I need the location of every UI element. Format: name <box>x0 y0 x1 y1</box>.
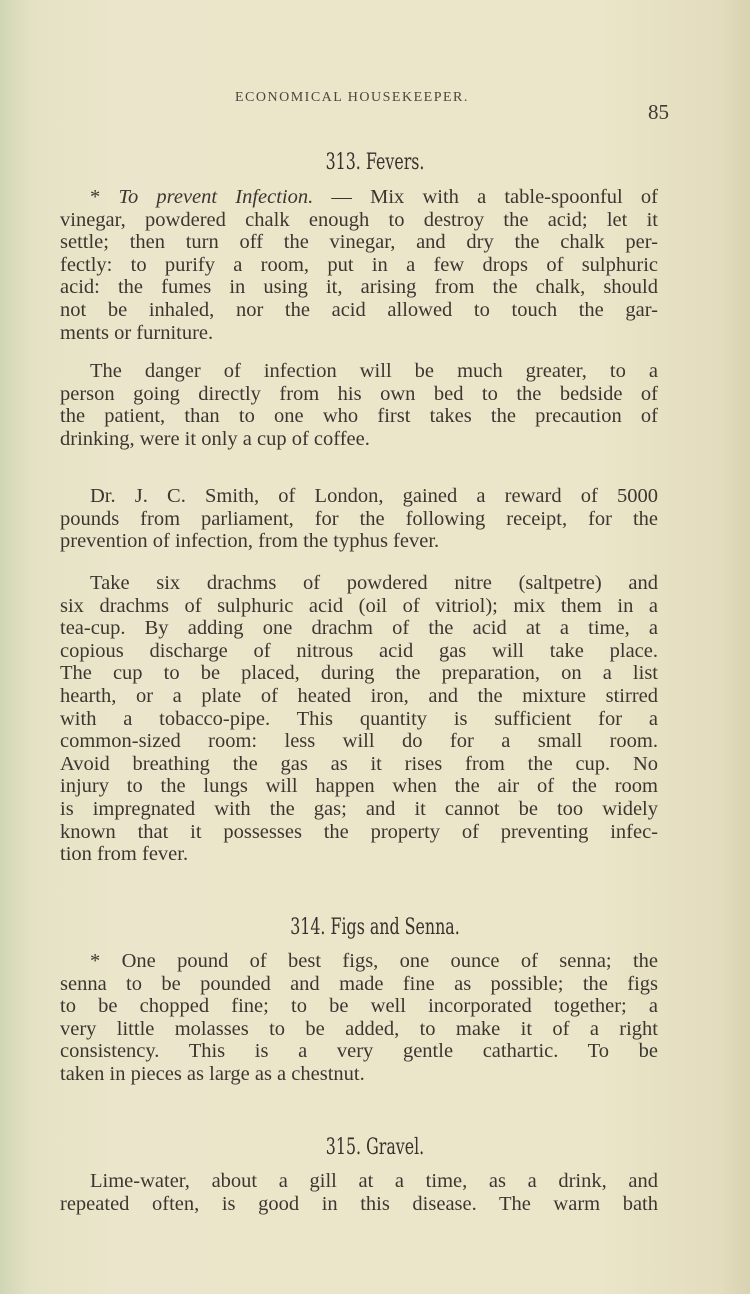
paragraph <box>60 360 658 450</box>
text-line: known that it possesses the property of preventing infec- <box>60 820 658 843</box>
text-line: tion from fever. <box>60 843 189 866</box>
section-title-315: 315. Gravel. <box>325 1135 425 1160</box>
text-line: fectly: to purify a room, put in a few drops of sulphuric <box>60 253 658 276</box>
text-line: Lime-water, about a gill at a time, as a drink, and <box>90 1170 658 1192</box>
text-line: * To prevent Infection. — Mix with a table-spoonful of <box>90 186 659 208</box>
text-line: prevention of infection, from the typhus fever. <box>60 530 440 553</box>
paragraph <box>60 1170 658 1215</box>
text-line: acid: the fumes in using it, arising from the chalk, should <box>60 276 658 299</box>
text-line: senna to be pounded and made fine as possible; the figs <box>60 972 658 995</box>
text-line: the patient, than to one who first takes the precaution of <box>60 405 658 428</box>
paragraph <box>60 950 658 1086</box>
text-line: Avoid breathing the gas as it rises from the cup. No <box>60 752 658 775</box>
paragraph <box>60 485 658 553</box>
text-line: The cup to be placed, during the preparation, on a list <box>60 662 658 685</box>
text-line: pounds from parliament, for the following receipt, for the <box>60 507 658 530</box>
text-line: Take six drachms of powdered nitre (saltpetre) and <box>90 572 658 594</box>
text-line: hearth, or a plate of heated iron, and the mixture stirred <box>60 684 658 707</box>
text-line: The danger of infection will be much greater, to a <box>90 360 658 382</box>
text-line: six drachms of sulphuric acid (oil of vitriol); mix them in a <box>60 594 658 617</box>
text-line: settle; then turn off the vinegar, and dry the chalk per- <box>60 231 658 254</box>
page-number: 85 <box>648 100 669 124</box>
paragraph <box>60 186 658 344</box>
text-line: consistency. This is a very gentle cathartic. To be <box>60 1040 658 1063</box>
text-line: with a tobacco-pipe. This quantity is sufficient for a <box>60 707 658 730</box>
section-title-314: 314. Figs and Senna. <box>290 915 460 940</box>
text-line: ments or furniture. <box>60 321 214 344</box>
text-line: repeated often, is good in this disease. The warm bath <box>60 1192 658 1215</box>
text-line: taken in pieces as large as a chestnut. <box>60 1062 365 1085</box>
text-line: tea-cup. By adding one drachm of the acid at a time, a <box>60 617 658 640</box>
text-line: * One pound of best figs, one ounce of senna; the <box>90 950 658 972</box>
text-line: to be chopped fine; to be well incorporated together; a <box>60 995 658 1018</box>
text-line: drinking, were it only a cup of coffee. <box>60 427 370 450</box>
text-line: very little molasses to be added, to make it of a right <box>60 1017 658 1040</box>
running-title: ECONOMICAL HOUSEKEEPER. <box>235 90 469 105</box>
text-line: copious discharge of nitrous acid gas will take place. <box>60 639 658 662</box>
italic-lead: To prevent Infection. <box>118 186 314 208</box>
text-line: common-sized room: less will do for a small room. <box>60 730 658 753</box>
text-line: vinegar, powdered chalk enough to destroy the acid; let it <box>60 208 658 231</box>
text-line: not be inhaled, nor the acid allowed to touch the gar- <box>60 298 658 321</box>
text-line: injury to the lungs will happen when the air of the room <box>60 775 658 798</box>
section-title-313: 313. Fevers. <box>325 150 425 175</box>
text-line: person going directly from his own bed to the bedside of <box>60 382 658 405</box>
text-line: Dr. J. C. Smith, of London, gained a reward of 5000 <box>90 485 658 507</box>
paragraph <box>60 572 658 866</box>
text-line: is impregnated with the gas; and it cannot be too widely <box>60 797 658 820</box>
